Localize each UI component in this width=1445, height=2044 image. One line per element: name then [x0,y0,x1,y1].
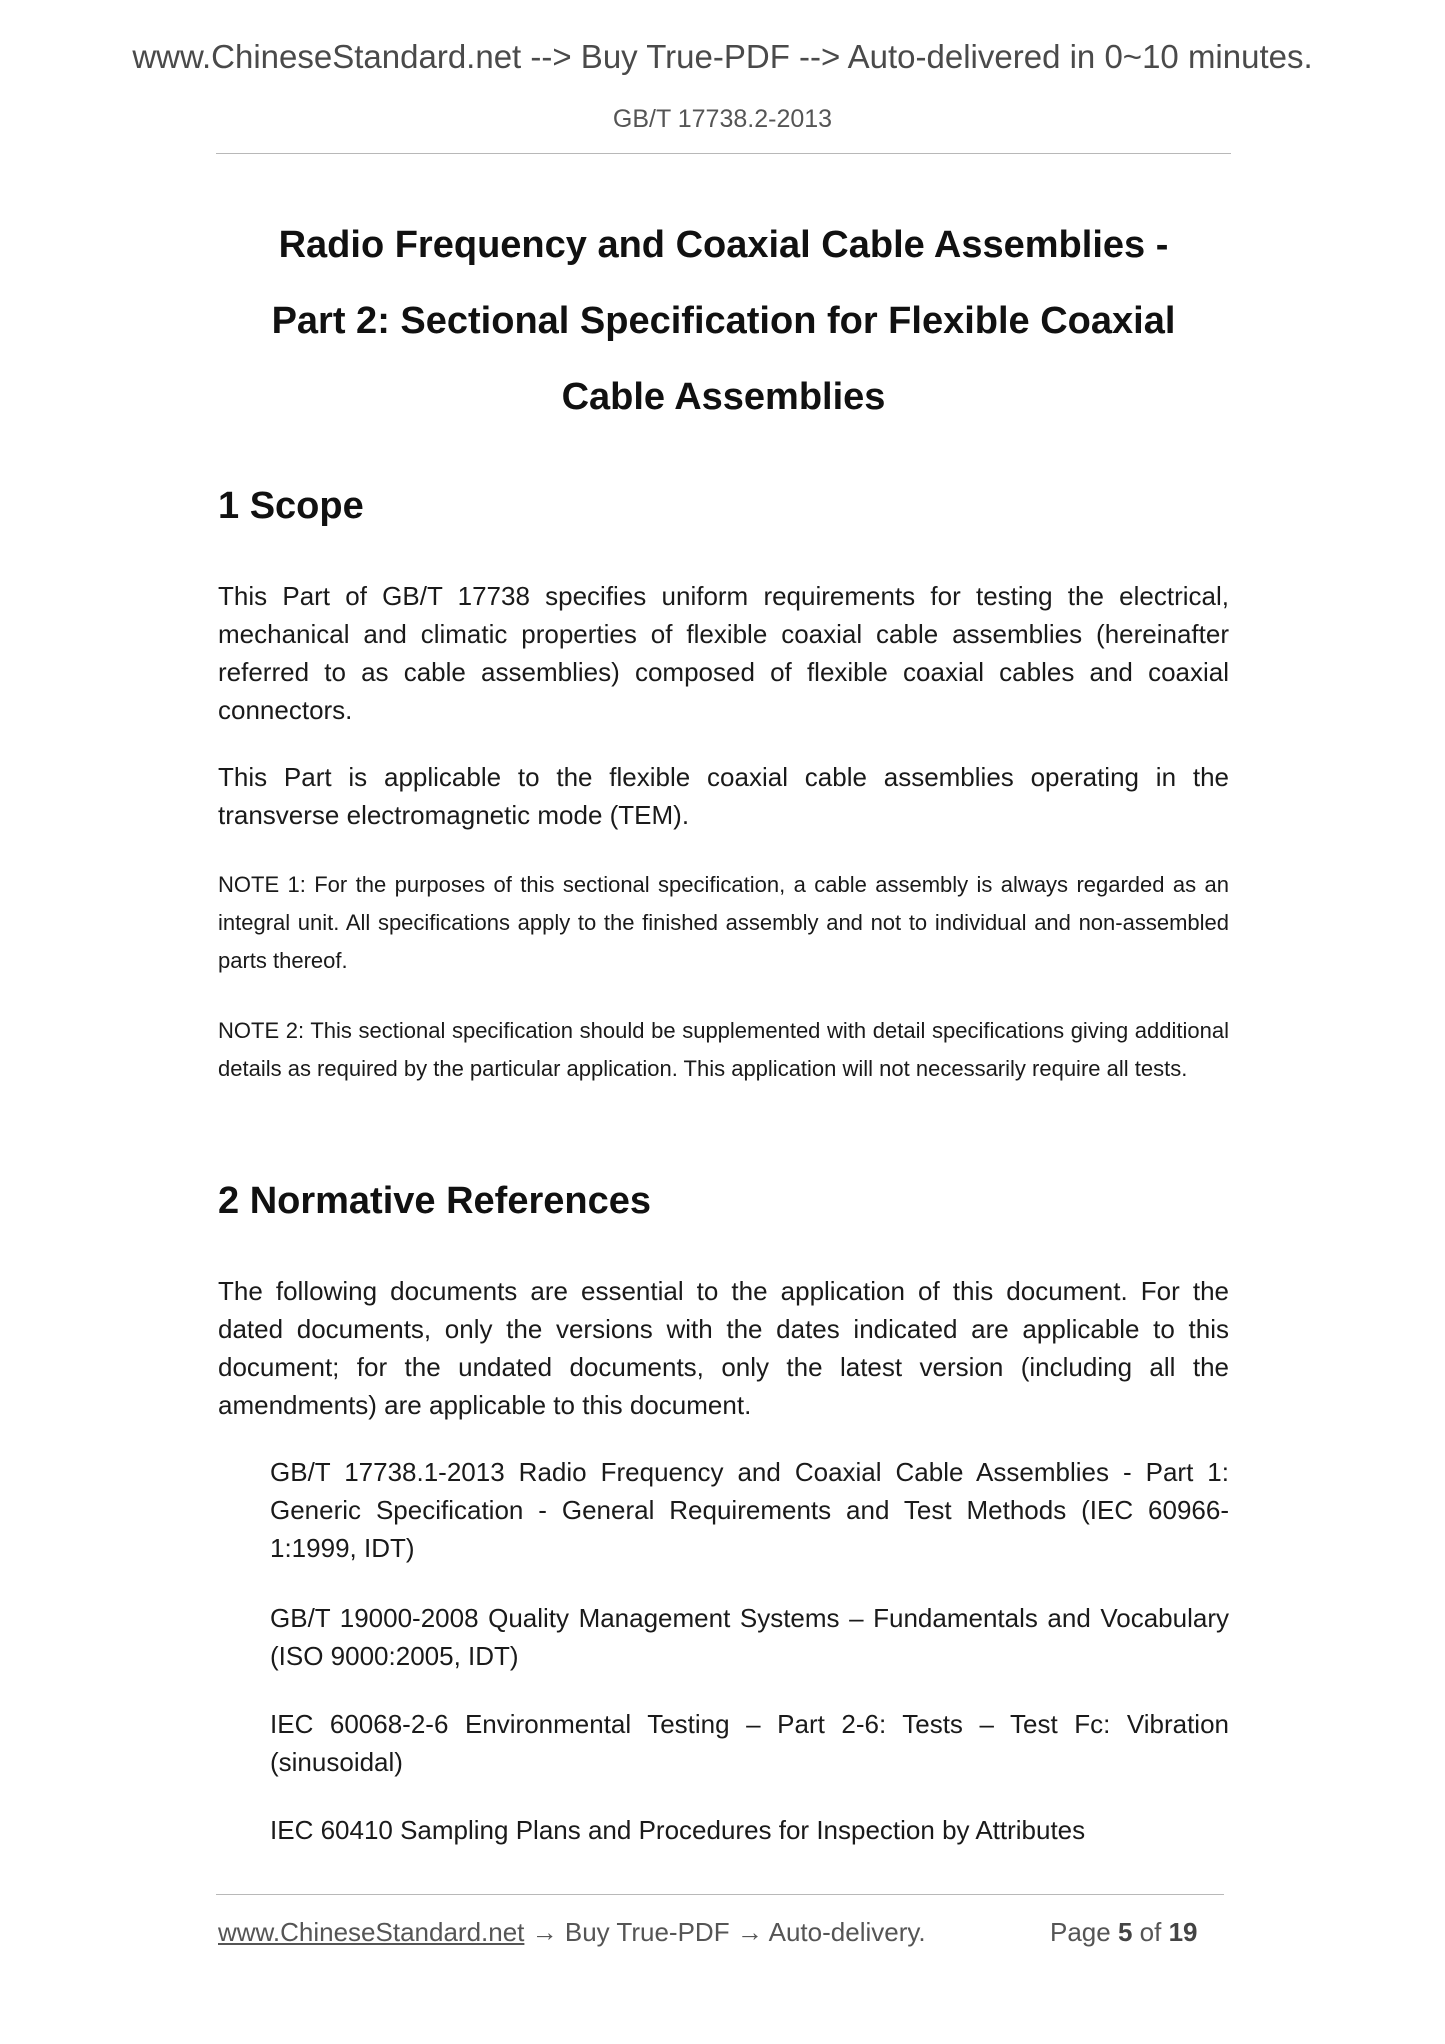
scope-paragraph-1: This Part of GB/T 17738 specifies uniform requirements for testing the electrical, mechanical and climatic properties of flexible coaxial cable assemblies (hereinafter referred to as cable assemblies) composed of flexible coaxial cables and coaxial connectors. [218,581,1229,725]
section-2-heading: 2 Normative References [218,1180,651,1222]
title-line-3: Cable Assemblies [561,376,886,418]
standard-code: GB/T 17738.2-2013 [612,105,833,133]
scope-paragraph-2: This Part is applicable to the flexible coaxial cable assemblies operating in the transverse electromagnetic mode (TEM). [218,762,1229,830]
reference-item: GB/T 19000-2008 Quality Management Systems – Fundamentals and Vocabulary (ISO 9000:2005, IDT) [270,1603,1229,1671]
title-line-1: Radio Frequency and Coaxial Cable Assemblies - [278,224,1169,266]
footer-buy-text: Buy True-PDF [564,1917,730,1947]
arrow-right-icon: → [736,1917,763,1947]
page-number [1050,1917,1198,1948]
current-page: 5 [1117,1917,1133,1947]
references-intro: The following documents are essential to the application of this document. For the dated documents, only the versions with the dates indicated are applicable to this document; for the undated documents, only the latest version (including all the amendments) are applicable to this document. [218,1276,1229,1420]
footer-divider [216,1894,1224,1895]
note-2: NOTE 2: This sectional specification should be supplemented with detail specifications giving additional details as required by the particular application. This application will not necessarily require all tests. [218,1018,1229,1081]
header-divider [216,153,1231,154]
reference-item: IEC 60410 Sampling Plans and Procedures for Inspection by Attributes [270,1815,1086,1845]
document-title [216,207,1231,435]
reference-item: GB/T 17738.1-2013 Radio Frequency and Coaxial Cable Assemblies - Part 1: Generic Specification - General Requirements and Test Methods (IEC 60966-1:1999, IDT) [270,1457,1229,1563]
arrow-right-icon: → [531,1917,558,1947]
footer-delivery-text: Auto-delivery. [768,1917,926,1947]
page-label: Page [1050,1917,1111,1947]
footer-website-link[interactable]: www.ChineseStandard.net [218,1917,525,1947]
section-1-heading: 1 Scope [218,485,364,527]
title-line-2: Part 2: Sectional Specification for Flexible Coaxial [271,300,1176,342]
footer-left [218,1917,926,1948]
note-1: NOTE 1: For the purposes of this sectional specification, a cable assembly is always regarded as an integral unit. All specifications apply to the finished assembly and not to individual and non-assembled parts thereof. [218,872,1229,973]
top-banner: www.ChineseStandard.net --> Buy True-PDF --> Auto-delivered in 0~10 minutes. [132,38,1313,75]
of-label: of [1139,1917,1162,1947]
reference-item: IEC 60068-2-6 Environmental Testing – Part 2-6: Tests – Test Fc: Vibration (sinusoidal) [270,1709,1229,1777]
total-pages: 19 [1168,1917,1198,1947]
